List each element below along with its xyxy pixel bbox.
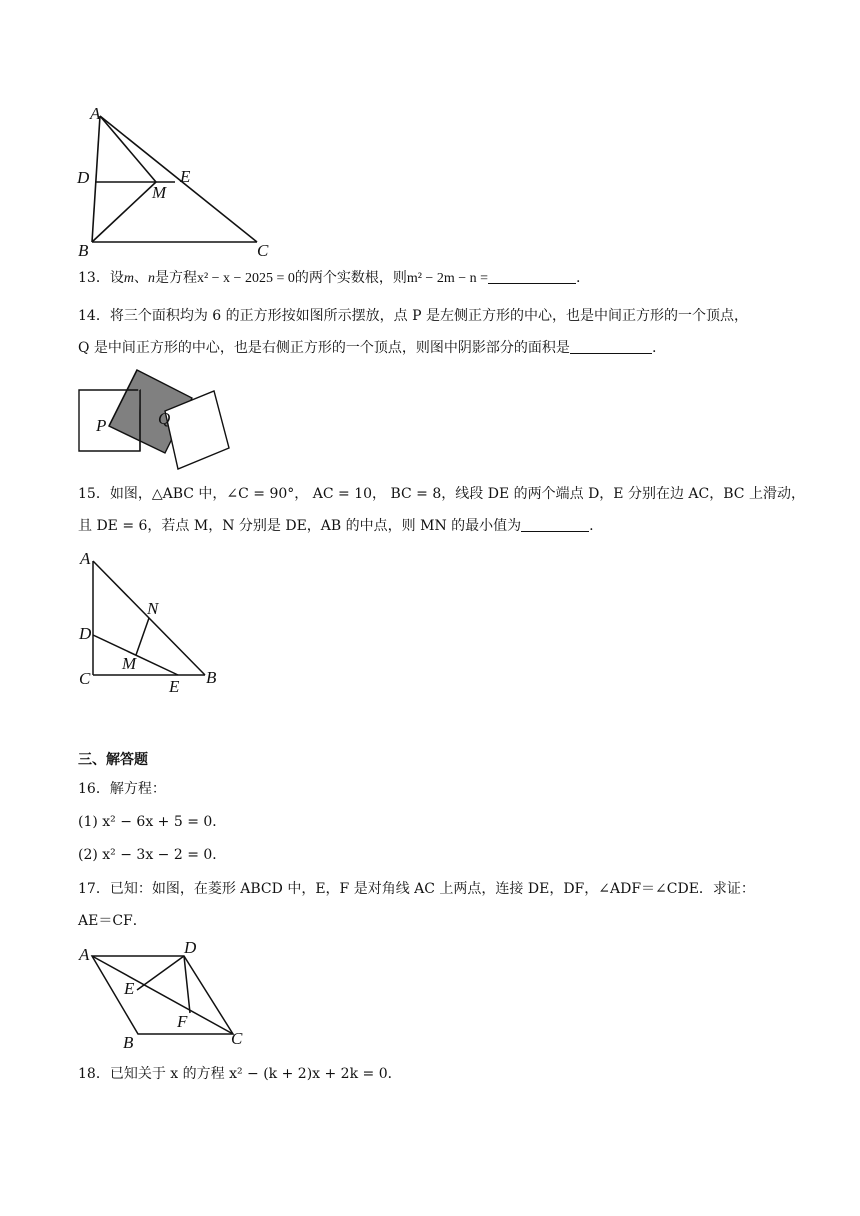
label-q: Q (158, 409, 171, 428)
label-d: D (77, 168, 90, 187)
label-a: A (79, 945, 90, 964)
rhombus-figure (74, 938, 250, 1054)
label-n: N (147, 599, 159, 618)
label-p: P (96, 416, 107, 435)
three-squares-figure (74, 366, 236, 474)
section-title: 三、解答题 (78, 752, 148, 768)
label-e: E (180, 167, 191, 186)
question-15-line-2: 且 DE = 6，若点 M，N 分别是 DE，AB 的中点，则 MN 的最小值为 . (78, 518, 594, 534)
question-17-line-2: AE＝CF． (78, 913, 147, 929)
label-c: C (231, 1029, 243, 1048)
question-18: 18．已知关于 x 的方程 x² − (k + 2)x + 2k = 0． (78, 1066, 402, 1082)
triangle-abc-figure (74, 104, 280, 264)
question-14-line-2: Q 是中间正方形的中心，也是右侧正方形的一个顶点，则图中阴影部分的面积是 . (78, 340, 657, 356)
label-m: M (152, 183, 167, 202)
label-b: B (78, 241, 89, 260)
label-c: C (79, 669, 91, 688)
question-16-part-2: (2) x² − 3x − 2 = 0． (78, 847, 227, 863)
label-m: M (122, 654, 137, 673)
question-16: 16．解方程： (78, 781, 166, 797)
label-b: B (206, 668, 217, 687)
right-triangle-figure (74, 548, 224, 696)
question-14: 14．将三个面积均为 6 的正方形按如图所示摆放，点 P 是左侧正方形的中心，也是中间正方形的一个顶点， (78, 308, 748, 324)
question-15: 15．如图，△ABC 中，∠C = 90°， AC = 10， BC = 8，线段 DE 的两个端点 D，E 分别在边 AC，BC 上滑动， (78, 486, 805, 502)
label-a: A (80, 549, 91, 568)
label-e: E (169, 677, 180, 696)
label-e: E (124, 979, 135, 998)
label-c: C (257, 241, 269, 260)
question-13: 13．设m、n是方程x² − x − 2025 = 0的两个实数根，则m² − 2m − n = . (78, 270, 581, 286)
label-a: A (90, 104, 101, 123)
question-17: 17．已知：如图，在菱形 ABCD 中，E，F 是对角线 AC 上两点，连接 DE，DF，∠ADF＝∠CDE．求证： (78, 881, 755, 897)
label-d: D (184, 938, 197, 957)
label-b: B (123, 1033, 134, 1052)
label-f: F (177, 1012, 188, 1031)
label-d: D (79, 624, 92, 643)
question-16-part-1: (1) x² − 6x + 5 = 0． (78, 814, 227, 830)
